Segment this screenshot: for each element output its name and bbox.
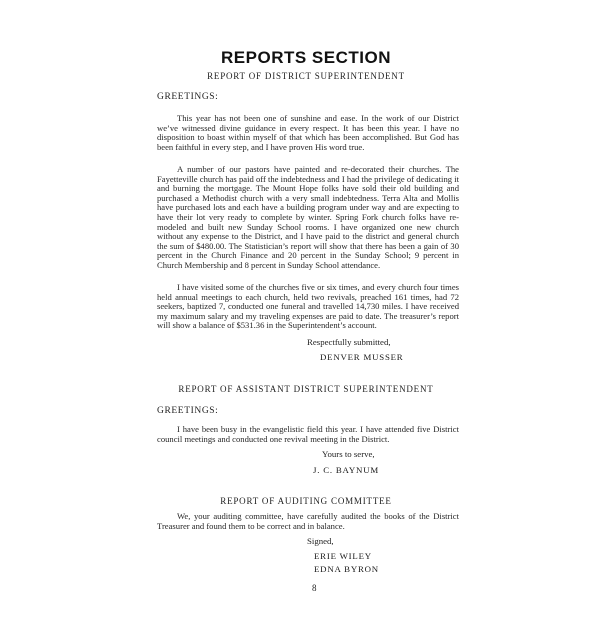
district-superintendent-paragraph-3: I have visited some of the churches five or six times, and every church four times held annual meetings to each church, held two revivals, preached 161 times, had 72 seekers, baptized 7, conducted one funeral and travelled 14,730 miles. I have received my maximum salary and my traveling expenses are paid to date. The treasurer’s report will show a balance of $531.36 in the Superintendent’s account. [157,282,459,331]
assistant-superintendent-closing: Yours to serve, [322,449,375,459]
assistant-superintendent-greeting: GREETINGS: [157,406,219,416]
district-superintendent-paragraph-1: This year has not been one of sunshine and ease. In the work of our District we’ve witnessed divine guidance in every respect. It has been this year. I have no disposition to boast within myself of that which has been accomplished. But God has been faithful in every step, and I have proven His word true. [157,113,459,152]
district-superintendent-signature: DENVER MUSSER [320,352,404,362]
district-superintendent-greeting: GREETINGS: [157,92,219,102]
district-superintendent-heading: REPORT OF DISTRICT SUPERINTENDENT [207,71,405,81]
auditing-committee-signature-2: EDNA BYRON [314,564,379,574]
assistant-superintendent-paragraph: I have been busy in the evangelistic field this year. I have attended five District council meetings and conducted one revival meeting in the District. [157,424,459,444]
district-superintendent-paragraph-2: A number of our pastors have painted and re-decorated their churches. The Fayetteville church has paid off the indebtedness and I had the privilege of dedicating it and burning the mortgage. The Mount Hope folks have sold their old building and purchased a Methodist church with a very small indebtedness. Terra Alta and Mollis have purchased lots and each have a building program under way and are expecting to have their lot very ready to complete by winter. Spring Fork church folks have re-modeled and built new Sunday School rooms. I have organized one new church without any expense to the District, and I have paid to the district and general church the sum of $480.00. The Statistician’s report will show that there has been a gain of 30 percent in the Church Finance and 20 percent in the Sunday School; 9 percent in Church Membership and 8 percent in Sunday School attendance. [157,164,459,270]
district-superintendent-closing: Respectfully submitted, [307,337,391,347]
assistant-superintendent-heading: REPORT OF ASSISTANT DISTRICT SUPERINTENDENT [178,384,434,394]
assistant-superintendent-signature: J. C. BAYNUM [313,465,379,475]
page-title: REPORTS SECTION [221,48,391,67]
auditing-committee-heading: REPORT OF AUDITING COMMITTEE [220,496,392,506]
auditing-committee-closing: Signed, [307,536,334,546]
auditing-committee-paragraph: We, your auditing committee, have carefully audited the books of the District Treasurer and found them to be correct and in balance. [157,511,459,531]
page-number: 8 [312,583,317,593]
auditing-committee-signature-1: ERIE WILEY [314,551,372,561]
